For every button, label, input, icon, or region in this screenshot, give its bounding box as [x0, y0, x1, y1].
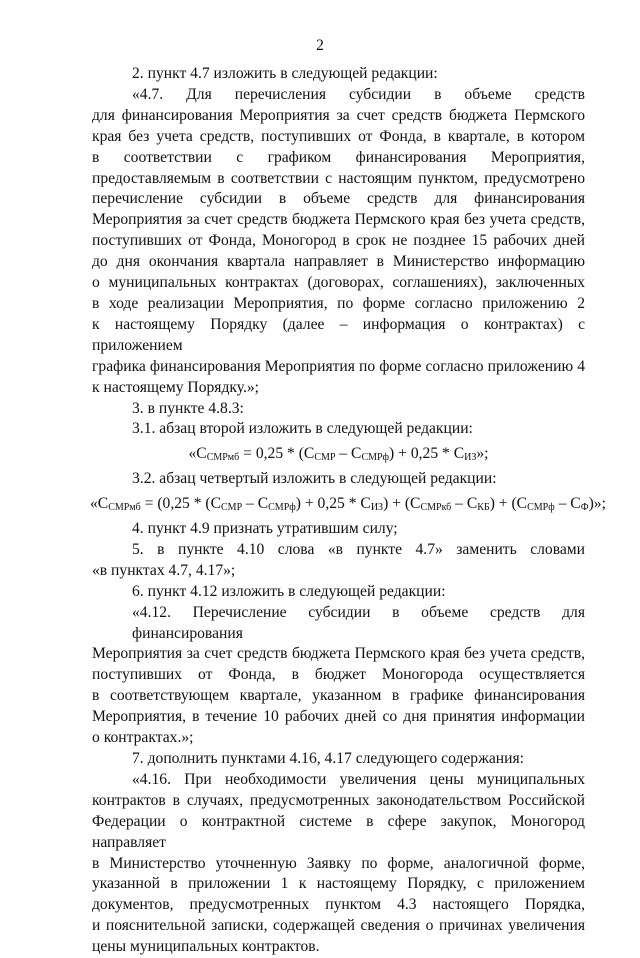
text-line: 4. пункт 4.9 признать утратившим силу; — [132, 520, 398, 538]
text-line: цены муниципальных контрактов. — [92, 938, 320, 956]
text-line: перечисление субсидии в объеме средств для финансирования — [92, 190, 585, 208]
text-line: в Министерство уточненную Заявку по форме, аналогичной форме, — [92, 854, 585, 872]
text-line: и пояснительной записки, содержащей сведения о причинах увеличения — [92, 917, 585, 935]
text-line: «в пунктах 4.7, 4.17»; — [92, 561, 236, 579]
text-line: документов, предусмотренных пунктом 4.3 настоящего Порядка, — [92, 896, 585, 914]
text-line: к настоящему Порядку.»; — [92, 378, 260, 396]
text-line: Мероприятия, в течение 10 рабочих дней со дня принятия информации — [92, 708, 585, 726]
text-line: к настоящему Порядку (далее – информация о контрактах) с приложением — [92, 315, 585, 354]
text-line: о муниципальных контрактах (договорах, соглашениях), заключенных — [92, 274, 585, 292]
document-body — [90, 64, 606, 958]
text-line: поступивших от Фонда, в бюджет Моногорода осуществляется — [92, 666, 585, 684]
text-line: 6. пункт 4.12 изложить в следующей редакции: — [132, 582, 446, 600]
text-line: для финансирования Мероприятия за счет средств бюджета Пермского — [92, 106, 585, 124]
text-line: указанной в приложении 1 к настоящему Порядку, с приложением — [92, 875, 585, 893]
text-line: 3. в пункте 4.8.3: — [132, 399, 244, 417]
text-line: «4.16. При необходимости увеличения цены муниципальных — [132, 770, 585, 788]
text-line: 3.1. абзац второй изложить в следующей редакции: — [132, 420, 473, 438]
text-line: в соответствии с графиком финансирования Мероприятия, — [92, 148, 585, 166]
text-line: края без учета средств, поступивших от Фонда, в квартале, в котором — [92, 127, 585, 145]
formula-line: «$С_{СМРмб} = 0,25 * (С_{СМР} - С_{СМРф}) + 0,25 * С_{ИЗ}$»; — [188, 445, 489, 464]
text-line: 7. дополнить пунктами 4.16, 4.17 следующего содержания: — [132, 750, 524, 767]
text-line: «4.12. Перечисление субсидии в объеме средств для финансирования — [132, 603, 585, 642]
text-line: контрактов в случаях, предусмотренных законодательством Российской — [92, 791, 585, 809]
text-line: в соответствующем квартале, указанном в графике финансирования — [92, 687, 585, 705]
text-line: до дня окончания квартала направляет в Министерство информацию — [92, 253, 585, 271]
text-line: 2. пункт 4.7 изложить в следующей редакции: — [132, 65, 438, 82]
text-line: в ходе реализации Мероприятия, по форме согласно приложению 2 — [92, 294, 585, 312]
text-line: 5. в пункте 4.10 слова «в пункте 4.7» заменить словами — [132, 540, 585, 558]
text-line: графика финансирования Мероприятия по форме согласно приложению 4 — [92, 357, 585, 375]
text-line: Мероприятия за счет средств бюджета Пермского края без учета средств, — [92, 211, 585, 229]
text-line: «4.7. Для перечисления субсидии в объеме средств — [132, 85, 585, 103]
text-line: поступивших от Фонда, Моногород в срок не позднее 15 рабочих дней — [92, 232, 585, 250]
formula-line: «$С_{СМРмб} = (0,25 * (С_{СМР} - С_{СМРф}) + 0,25 * С_{ИЗ}) + (С_{СМРкб} - С_{КБ}) + (С_{СМРф} - С_Ф)$»; — [90, 495, 606, 514]
text-line: Федерации о контрактной системе в сфере закупок, Моногород направляет — [92, 812, 585, 851]
text-line: 3.2. абзац четвертый изложить в следующей редакции: — [132, 470, 497, 488]
text-line: Мероприятия за счет средств бюджета Пермского края без учета средств, — [92, 645, 585, 663]
text-line: предоставляемым в соответствии с настоящим пунктом, предусмотрено — [92, 169, 585, 187]
page-number: 2 — [316, 37, 324, 54]
text-line: о контрактах.»; — [92, 729, 194, 747]
